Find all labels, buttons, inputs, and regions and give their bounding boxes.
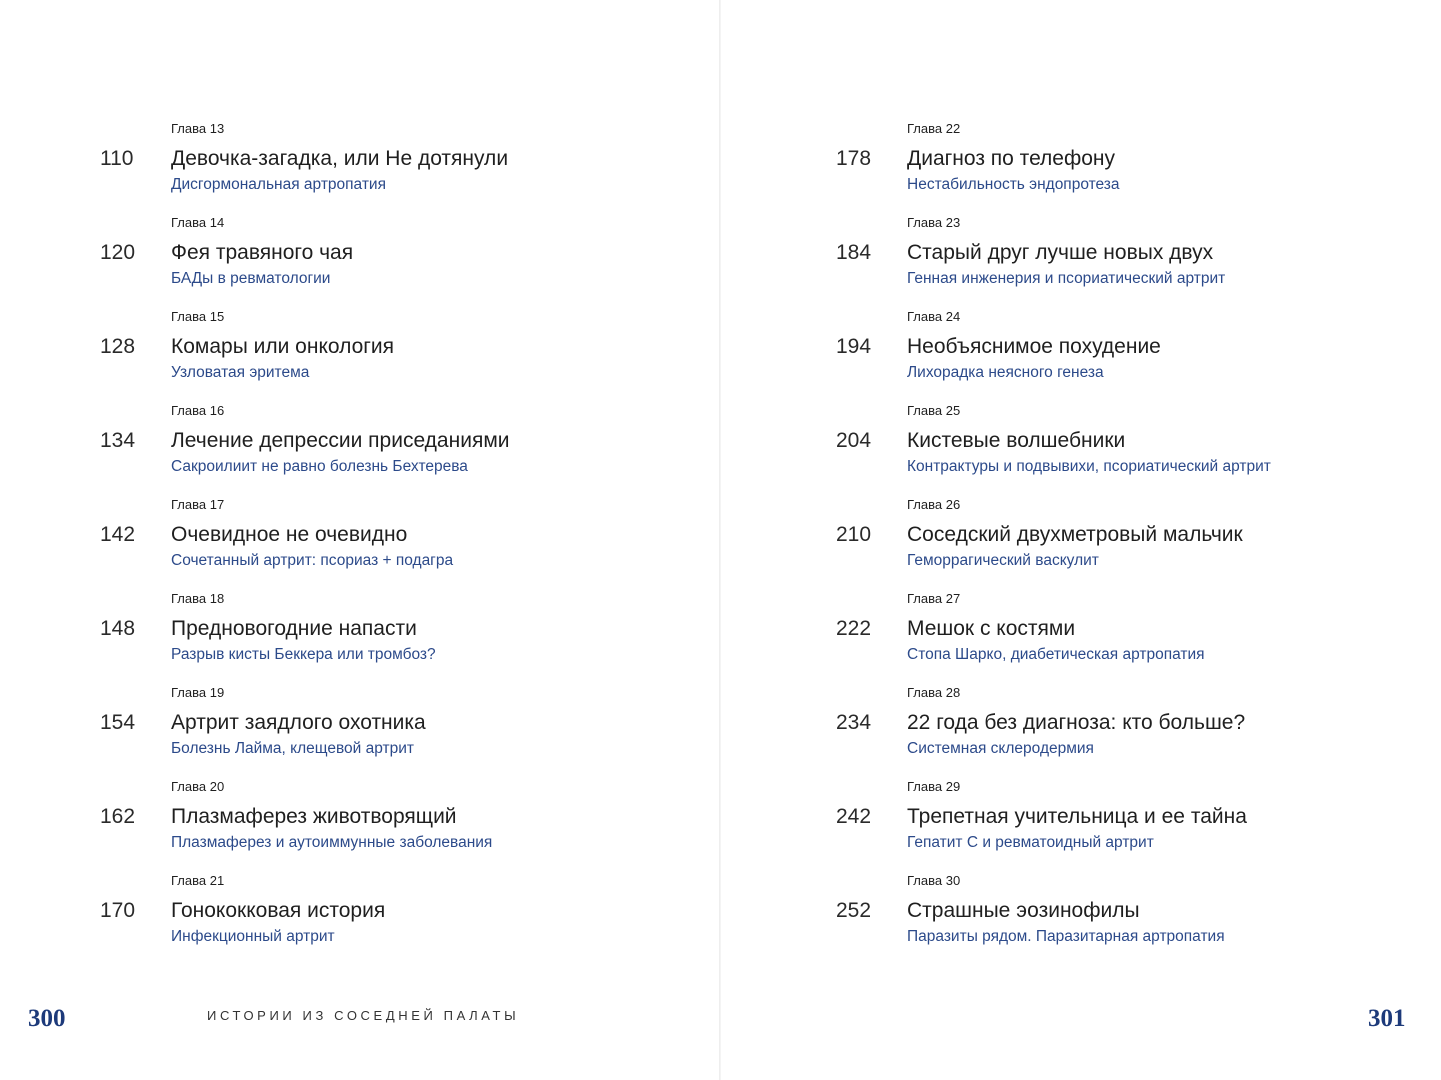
chapter-title: Фея травяного чая bbox=[171, 241, 354, 264]
chapter-title: Трепетная учительница и ее тайна bbox=[907, 805, 1247, 828]
chapter-title: Комары или онкология bbox=[171, 335, 395, 358]
page-number: 222 bbox=[836, 617, 872, 640]
chapter-title: Плазмаферез животворящий bbox=[171, 805, 457, 828]
chapter-title: Очевидное не очевидно bbox=[171, 523, 408, 546]
chapter-title: 22 года без диагноза: кто больше? bbox=[907, 711, 1246, 734]
chapter-label: Глава 14 bbox=[171, 215, 225, 230]
folio-left: 300 bbox=[28, 1005, 66, 1032]
toc-entry bbox=[836, 873, 1441, 967]
chapter-title: Соседский двухметровый мальчик bbox=[907, 523, 1243, 546]
page-number: 194 bbox=[836, 335, 872, 358]
chapter-label: Глава 26 bbox=[907, 497, 961, 512]
toc-entry bbox=[100, 591, 740, 685]
chapter-label: Глава 22 bbox=[907, 121, 961, 136]
chapter-title: Артрит заядлого охотника bbox=[171, 711, 426, 734]
chapter-subtitle: Узловатая эритема bbox=[171, 364, 310, 381]
chapter-label: Глава 18 bbox=[171, 591, 225, 606]
chapter-subtitle: Геморрагический васкулит bbox=[907, 552, 1099, 569]
chapter-subtitle: Нестабильность эндопротеза bbox=[907, 176, 1120, 193]
chapter-label: Глава 20 bbox=[171, 779, 225, 794]
chapter-subtitle: БАДы в ревматологии bbox=[171, 270, 331, 287]
chapter-subtitle: Разрыв кисты Беккера или тромбоз? bbox=[171, 646, 436, 663]
toc-right-page bbox=[836, 121, 1441, 967]
toc-entry bbox=[100, 215, 740, 309]
toc-entry bbox=[836, 121, 1441, 215]
chapter-label: Глава 23 bbox=[907, 215, 961, 230]
page-number: 242 bbox=[836, 805, 872, 828]
chapter-label: Глава 17 bbox=[171, 497, 225, 512]
chapter-subtitle: Плазмаферез и аутоиммунные заболевания bbox=[171, 834, 493, 851]
chapter-subtitle: Дисгормональная артропатия bbox=[171, 176, 386, 193]
chapter-label: Глава 27 bbox=[907, 591, 961, 606]
toc-entry bbox=[836, 215, 1441, 309]
chapter-title: Девочка-загадка, или Не дотянули bbox=[171, 147, 509, 170]
chapter-subtitle: Системная склеродермия bbox=[907, 740, 1094, 757]
chapter-title: Мешок с костями bbox=[907, 617, 1076, 640]
toc-entry bbox=[100, 121, 740, 215]
page-number: 170 bbox=[100, 899, 136, 922]
toc-left-page bbox=[100, 121, 740, 967]
page-number: 154 bbox=[100, 711, 136, 734]
page-number: 234 bbox=[836, 711, 872, 734]
chapter-title: Необъяснимое похудение bbox=[907, 335, 1161, 358]
toc-entry bbox=[836, 685, 1441, 779]
page-number: 204 bbox=[836, 429, 872, 452]
chapter-subtitle: Стопа Шарко, диабетическая артропатия bbox=[907, 646, 1205, 663]
toc-entry bbox=[100, 403, 740, 497]
toc-entry bbox=[100, 685, 740, 779]
chapter-subtitle: Сакроилиит не равно болезнь Бехтерева bbox=[171, 458, 468, 475]
toc-entry bbox=[836, 779, 1441, 873]
chapter-label: Глава 30 bbox=[907, 873, 961, 888]
page-number: 210 bbox=[836, 523, 872, 546]
toc-entry bbox=[836, 591, 1441, 685]
page-number: 134 bbox=[100, 429, 136, 452]
running-head: ИСТОРИИ ИЗ СОСЕДНЕЙ ПАЛАТЫ bbox=[207, 1008, 520, 1023]
chapter-label: Глава 15 bbox=[171, 309, 225, 324]
chapter-label: Глава 28 bbox=[907, 685, 961, 700]
page-number: 128 bbox=[100, 335, 136, 358]
page-number: 148 bbox=[100, 617, 136, 640]
toc-entry bbox=[836, 309, 1441, 403]
page-number: 110 bbox=[100, 147, 134, 170]
chapter-subtitle: Болезнь Лайма, клещевой артрит bbox=[171, 740, 415, 757]
chapter-subtitle: Гепатит С и ревматоидный артрит bbox=[907, 834, 1154, 851]
toc-entry bbox=[836, 403, 1441, 497]
chapter-label: Глава 16 bbox=[171, 403, 225, 418]
toc-entry bbox=[100, 873, 740, 967]
toc-entry bbox=[100, 497, 740, 591]
page-number: 178 bbox=[836, 147, 872, 170]
chapter-subtitle: Лихорадка неясного генеза bbox=[907, 364, 1104, 381]
toc-entry bbox=[100, 779, 740, 873]
chapter-subtitle: Инфекционный артрит bbox=[171, 928, 335, 945]
chapter-title: Лечение депрессии приседаниями bbox=[171, 429, 510, 452]
page-number: 142 bbox=[100, 523, 136, 546]
chapter-label: Глава 19 bbox=[171, 685, 225, 700]
folio-right: 301 bbox=[1368, 1005, 1406, 1032]
chapter-label: Глава 25 bbox=[907, 403, 961, 418]
chapter-title: Кистевые волшебники bbox=[907, 429, 1126, 452]
page-number: 252 bbox=[836, 899, 872, 922]
chapter-title: Гонококковая история bbox=[171, 899, 386, 922]
toc-entry bbox=[100, 309, 740, 403]
page-number: 162 bbox=[100, 805, 136, 828]
chapter-title: Диагноз по телефону bbox=[907, 147, 1116, 170]
chapter-label: Глава 29 bbox=[907, 779, 961, 794]
chapter-label: Глава 21 bbox=[171, 873, 225, 888]
chapter-subtitle: Генная инженерия и псориатический артрит bbox=[907, 270, 1226, 287]
chapter-subtitle: Контрактуры и подвывихи, псориатический артрит bbox=[907, 458, 1271, 475]
chapter-subtitle: Сочетанный артрит: псориаз + подагра bbox=[171, 552, 454, 569]
chapter-title: Страшные эозинофилы bbox=[907, 899, 1140, 922]
page-number: 120 bbox=[100, 241, 136, 264]
chapter-title: Старый друг лучше новых двух bbox=[907, 241, 1214, 264]
chapter-title: Предновогодние напасти bbox=[171, 617, 417, 640]
chapter-subtitle: Паразиты рядом. Паразитарная артропатия bbox=[907, 928, 1225, 945]
page-number: 184 bbox=[836, 241, 872, 264]
chapter-label: Глава 24 bbox=[907, 309, 961, 324]
chapter-label: Глава 13 bbox=[171, 121, 225, 136]
toc-entry bbox=[836, 497, 1441, 591]
